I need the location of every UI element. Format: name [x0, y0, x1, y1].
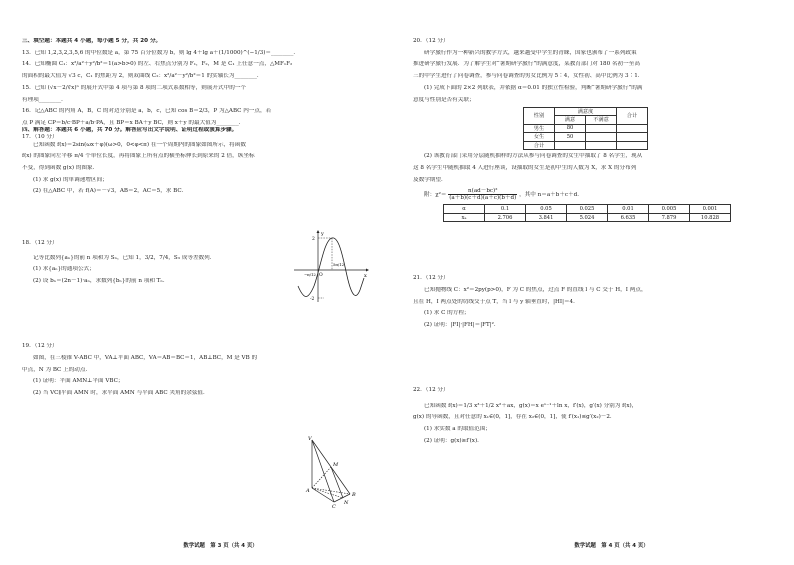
- section3-header: 三、填空题：本题共 4 小题，每小题 5 分，共 20 分。: [22, 38, 162, 44]
- alpha-value: 0.005: [649, 205, 690, 214]
- question-19-title: 19．（12 分）: [22, 343, 58, 350]
- q19-pyramid-figure: [300, 432, 362, 508]
- question-21-title: 21．（12 分）: [413, 275, 449, 282]
- row-label: 合计: [524, 141, 555, 150]
- question-14-line1: 14．已知椭圆 C₁：x²/a²＋y²/b²＝1(a>b>0) 的左、右焦点分别为 F₁，F₂，M 是 C₁ 上任意一点，△MF₁F₂: [22, 61, 293, 68]
- question-21-line1: 已知抛物线 C：x²＝2py(p>0)，F 为 C 的焦点，过点 F 的直线 l 与 C 交于 H，I 两点，: [424, 287, 647, 294]
- header-satisfied: 满意: [555, 116, 586, 125]
- question-19-line2: 中点，N 为 BC 上的动点．: [22, 366, 92, 373]
- vertex-B: B: [352, 492, 356, 498]
- fig-origin: O: [319, 273, 323, 278]
- critical-row: [444, 213, 731, 222]
- critical-value: 3.841: [526, 213, 567, 222]
- critical-value: 2.706: [485, 213, 526, 222]
- header-gender: 性别: [524, 107, 555, 124]
- question-18-title: 18．（12 分）: [22, 239, 58, 246]
- fig-x-left: −π/12: [304, 272, 316, 277]
- question-13: 13．已知 1,2,3,2,3,5,6 的中位数是 a，第 75 百分位数为 b，则 lg 4＋lg a＋(1/1000)^(−1/3)＝________．: [22, 49, 299, 56]
- y-axis-arrow: [317, 230, 320, 233]
- question-17-line2: f(x) 的图象向左平移 π/4 个单位长度，再将图象上所有点的横坐标伸长到原来的 2 倍，纵坐标: [22, 153, 255, 160]
- question-17-line3: 不变，得到函数 g(x) 的图象．: [22, 164, 99, 171]
- right-page: [397, 0, 794, 565]
- point-N: N: [344, 500, 349, 506]
- question-20-line1: 研学旅行作为一种新兴的教学方式，越来越受中学生的青睐，国家也颁布了一系列政策: [424, 49, 637, 56]
- segment-AN: [312, 488, 343, 498]
- fig-y-top: 2: [312, 237, 315, 242]
- question-17-sub2: (2) 在△ABC 中，若 f(A)＝－√3，AB＝2，AC＝5，求 BC．: [33, 188, 188, 195]
- chi-square-formula: [413, 188, 778, 201]
- alpha-value: 0.01: [608, 205, 649, 214]
- cell-unsatisfied: [586, 141, 617, 150]
- question-22-line2: g(x) 的导函数，且对任意的 x₁∈(0，1]，存在 x₂∈(0，1]，使 f′(x₁)≤g′(x₂)－2．: [413, 414, 616, 421]
- fig-y-bottom: -2: [310, 297, 315, 302]
- question-18-sub1: (1) 求{aₙ}的通项公式；: [33, 266, 95, 273]
- fig-y-label: y: [321, 231, 324, 237]
- question-19-line1: 如图，在三棱锥 V-ABC 中，VA⊥平面 ABC，VA＝AB＝BC＝1，AB⊥BC，M 是 VB 的: [33, 355, 258, 362]
- question-14-line2: 的面积的最大值为 √3 c，C₁ 的焦距为 2，则双曲线 C₂：x²/a²－y²/b²＝1 的实轴长为________．: [22, 73, 263, 80]
- critical-value: 10.828: [690, 213, 731, 222]
- fig-x-right: 5π/12: [333, 262, 345, 267]
- alpha-value: 0.05: [526, 205, 567, 214]
- alpha-value: 0.025: [567, 205, 608, 214]
- question-20-title: 20．（12 分）: [413, 38, 449, 44]
- critical-value: 6.635: [608, 213, 649, 222]
- table-header-row: [524, 107, 648, 116]
- contingency-table: [523, 107, 648, 151]
- critical-value: 5.024: [567, 213, 608, 222]
- cell-satisfied: 50: [555, 133, 586, 142]
- question-20-line6: (2) 该教育部门采用分层随机抽样的方法从参与问卷调查的女生中抽取了 8 名学生，现从: [424, 153, 643, 160]
- edge-VC: [312, 440, 334, 502]
- header-unsatisfied: 不满意: [586, 116, 617, 125]
- question-16-line2: 点 P 满足 CP＝b/c·BP＋a/b·PA，且 BP＝x BA＋y BC，则 x＋y 的最大值为________．: [22, 119, 245, 126]
- header-total: 合计: [617, 107, 648, 124]
- cell-total: [617, 141, 648, 150]
- question-17-line1: 已知函数 f(x)＝2sin(ωx＋φ)(ω>0，0<φ<π) 在一个周期内的图象如图所示，将函数: [33, 141, 246, 148]
- question-20-line8: 及数学期望．: [413, 176, 447, 183]
- question-22-line1: 已知函数 f(x)＝1/3 x³＋1/2 x²＋ax，g(x)＝x eˣ⁻¹＋ln x，f′(x)，g′(x) 分别为 f(x)，: [424, 402, 638, 409]
- table-row: [524, 141, 648, 150]
- cell-unsatisfied: [586, 133, 617, 142]
- point-M: M: [333, 462, 339, 468]
- question-21-line2: 且在 H，I 两点处的切线交于点 T，当 l 与 y 轴垂直时，|HI|＝4．: [413, 298, 579, 305]
- vertex-V: V: [308, 436, 312, 442]
- question-20-line2: 推进研学旅行发展．为了解学生对“暑期研学旅行”的满意度，某教育部门对 180 名初一至高: [413, 61, 640, 68]
- alpha-value: 0.1: [485, 205, 526, 214]
- segment-MN: [331, 467, 343, 498]
- question-21-sub1: (1) 求 C 的方程；: [424, 310, 470, 317]
- fig-x-label: x: [364, 273, 367, 279]
- question-20-line3: 三的中学生进行了问卷调查，参与问卷调查的男女比例为 5∶4，女性初、高中比例为 3∶1．: [413, 73, 644, 80]
- formula-fraction: [448, 188, 517, 201]
- question-20-line7: 这 8 名学生中随机抽取 4 人进行座谈，设抽取的女生是初中生的人数为 X，求 X 的分布列: [413, 164, 637, 171]
- question-16-line1: 16．记△ABC 的内角 A，B，C 的对边分别是 a，b，c，已知 cos B＝2/3，P 为△ABC 内一点，若: [22, 108, 272, 115]
- cell-total: [617, 124, 648, 133]
- x-axis-arrow: [366, 269, 369, 272]
- cell-total: [617, 133, 648, 142]
- cell-unsatisfied: [586, 124, 617, 133]
- header-satisfaction: 满意度: [555, 107, 617, 116]
- table-row: [524, 133, 648, 142]
- section4-header: 四、解答题：本题共 6 小题，共 70 分。解答应写出文字说明、证明过程或演算步骤。: [22, 127, 238, 134]
- left-page-footer: 数学试题 第 3 页（共 4 页）: [183, 543, 258, 549]
- critical-value-table: [443, 204, 731, 222]
- cell-satisfied: 80: [555, 124, 586, 133]
- q17-sine-graph: [290, 228, 370, 308]
- edge-AC: [312, 488, 334, 502]
- question-22-sub2: (2) 证明：g(x)≥f′(x)．: [424, 437, 483, 444]
- question-19-sub2: (2) 当 VC∥平面 AMN 时，求平面 AMN 与平面 ABC 夹角的余弦值．: [33, 390, 209, 397]
- table-row: [524, 124, 648, 133]
- question-20-line4: (1) 完成下面的 2×2 列联表，并依据 α＝0.01 的独立性检验，判断“暑期研学旅行”的满: [424, 84, 643, 91]
- row-label: 女生: [524, 133, 555, 142]
- formula-prefix: 附：χ²＝: [424, 192, 447, 199]
- question-21-sub2: (2) 证明：|FI|·|FH|＝|FT|²．: [424, 322, 500, 329]
- right-page-footer: 数学试题 第 4 页（共 4 页）: [574, 543, 649, 549]
- alpha-row: [444, 205, 731, 214]
- alpha-label: α: [444, 205, 485, 214]
- formula-suffix: ，其中 n＝a＋b＋c＋d．: [519, 192, 583, 199]
- row-label: 男生: [524, 124, 555, 133]
- question-15-line2: 有理项________．: [22, 96, 67, 103]
- question-17-title: 17．（10 分）: [22, 134, 58, 141]
- alpha-value: 0.001: [690, 205, 731, 214]
- question-18-sub2: (2) 设 bₙ＝(2n－1)·aₙ，求数列{bₙ}的前 n 项和 Tₙ．: [33, 278, 169, 285]
- vertex-C: C: [332, 504, 336, 508]
- question-18-line1: 记等比数列{aₙ}的前 n 项和为 Sₙ，已知 1，3/2，7/4，S₃ 成等差数列．: [33, 254, 216, 261]
- cell-satisfied: [555, 141, 586, 150]
- question-19-sub1: (1) 证明：平面 AMN⊥平面 VBC；: [33, 378, 124, 385]
- sine-curve: [298, 238, 364, 297]
- question-17-sub1: (1) 求 g(x) 的单调递增区间；: [33, 176, 108, 183]
- vertex-A: A: [306, 488, 310, 494]
- question-22-title: 22．（12 分）: [413, 387, 449, 394]
- formula-numerator: n(ad－bc)²: [448, 188, 517, 195]
- critical-value: 7.879: [649, 213, 690, 222]
- critical-label: xₐ: [444, 213, 485, 222]
- formula-denominator: (a＋b)(c＋d)(a＋c)(b＋d): [449, 195, 517, 202]
- question-15-line1: 15．已知 (√x－2/∛x)ⁿ 的展开式中第 4 项与第 8 项的二项式系数相等，则展开式中的一个: [22, 84, 246, 91]
- question-20-line5: 意度与性别是否有关联；: [413, 96, 475, 103]
- question-22-sub1: (1) 求实数 a 的取值范围；: [424, 425, 491, 432]
